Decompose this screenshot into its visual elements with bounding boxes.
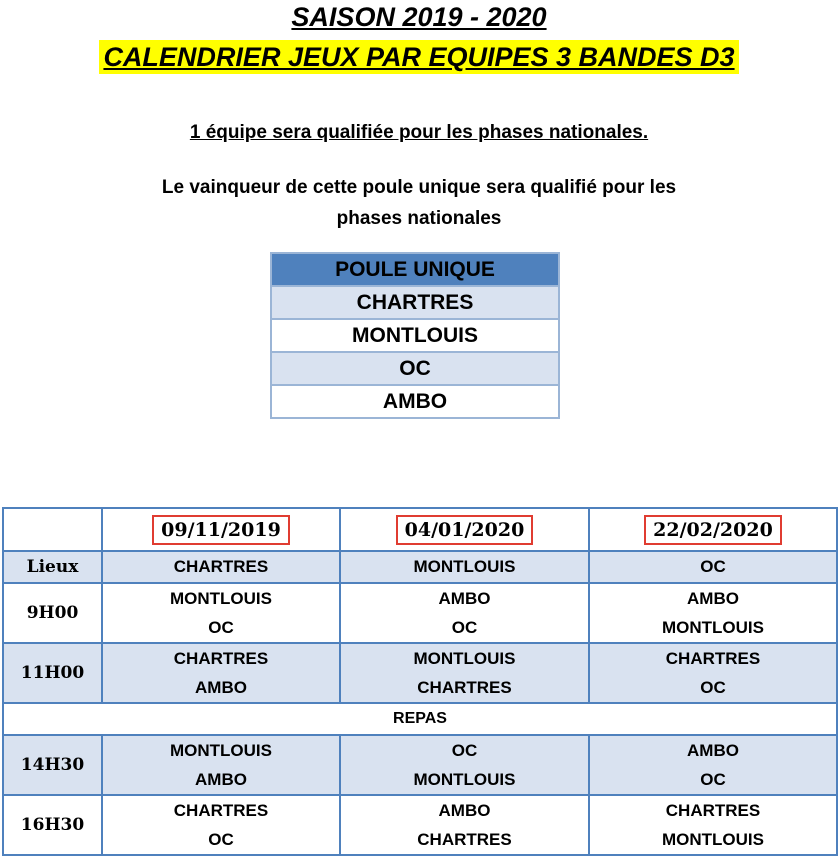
calendar-table: [2, 507, 838, 856]
team-name: CHARTRES: [173, 801, 269, 820]
calendar-title: CALENDRIER JEUX PAR EQUIPES 3 BANDES D3: [99, 40, 738, 74]
team-name: MONTLOUIS: [662, 830, 764, 849]
corner-cell: [3, 508, 102, 551]
time-cell: 16H30: [3, 795, 102, 855]
winner-note: Le vainqueur de cette poule unique sera qualifié pour les phases nationales: [161, 177, 677, 229]
poule-team: AMBO: [271, 385, 559, 418]
date-box: 22/02/2020: [644, 515, 782, 545]
poule-team: CHARTRES: [271, 286, 559, 319]
team-name: MONTLOUIS: [413, 649, 516, 668]
repas-row: [3, 703, 837, 735]
team-name: AMBO: [438, 801, 491, 820]
team-name: CHARTRES: [417, 830, 512, 849]
match-cell: [340, 643, 589, 703]
date-cell: [589, 508, 837, 551]
slot-row-11h00: [3, 643, 837, 703]
match-cell: [589, 583, 837, 643]
date-cell: [102, 508, 340, 551]
match-cell: [589, 735, 837, 795]
calendar-title-wrap: [0, 40, 838, 74]
team-name: OC: [208, 830, 234, 849]
team-name: CHARTRES: [665, 649, 761, 668]
match-cell: [102, 583, 340, 643]
time-cell: 11H00: [3, 643, 102, 703]
date-row: [3, 508, 837, 551]
team-name: MONTLOUIS: [170, 589, 272, 608]
team-name: OC: [451, 618, 478, 637]
team-name: CHARTRES: [665, 801, 761, 820]
team-name: OC: [700, 678, 726, 697]
time-cell: 14H30: [3, 735, 102, 795]
team-name: OC: [700, 770, 726, 789]
team-name: MONTLOUIS: [170, 741, 272, 760]
match-cell: [102, 735, 340, 795]
slot-row-16h30: [3, 795, 837, 855]
time-cell: 9H00: [3, 583, 102, 643]
date-box: 09/11/2019: [152, 515, 290, 545]
team-name: AMBO: [195, 770, 247, 789]
team-name: CHARTRES: [173, 649, 269, 668]
match-cell: [102, 643, 340, 703]
match-cell: [340, 583, 589, 643]
date-box: 04/01/2020: [396, 515, 534, 545]
match-cell: [340, 735, 589, 795]
poule-title: POULE UNIQUE: [271, 253, 559, 286]
lieu-cell: MONTLOUIS: [340, 551, 589, 583]
team-name: OC: [208, 618, 234, 637]
slot-row-9h00: [3, 583, 837, 643]
poule-table: [270, 252, 560, 419]
lieu-cell: OC: [589, 551, 837, 583]
match-cell: [589, 795, 837, 855]
team-name: AMBO: [687, 589, 739, 608]
team-name: MONTLOUIS: [413, 770, 516, 789]
season-title: SAISON 2019 - 2020: [291, 2, 547, 32]
team-name: AMBO: [195, 678, 247, 697]
match-cell: [589, 643, 837, 703]
qualification-note: 1 équipe sera qualifiée pour les phases nationales.: [189, 122, 649, 143]
lieux-label: Lieux: [3, 551, 102, 583]
lieu-cell: CHARTRES: [102, 551, 340, 583]
team-name: MONTLOUIS: [662, 618, 764, 637]
team-name: CHARTRES: [417, 678, 512, 697]
team-name: AMBO: [438, 589, 491, 608]
match-cell: [340, 795, 589, 855]
poule-team: OC: [271, 352, 559, 385]
poule-team: MONTLOUIS: [271, 319, 559, 352]
date-cell: [340, 508, 589, 551]
repas-cell: REPAS: [3, 703, 837, 735]
team-name: OC: [451, 741, 478, 760]
slot-row-14h30: [3, 735, 837, 795]
lieux-row: [3, 551, 837, 583]
team-name: AMBO: [687, 741, 739, 760]
match-cell: [102, 795, 340, 855]
